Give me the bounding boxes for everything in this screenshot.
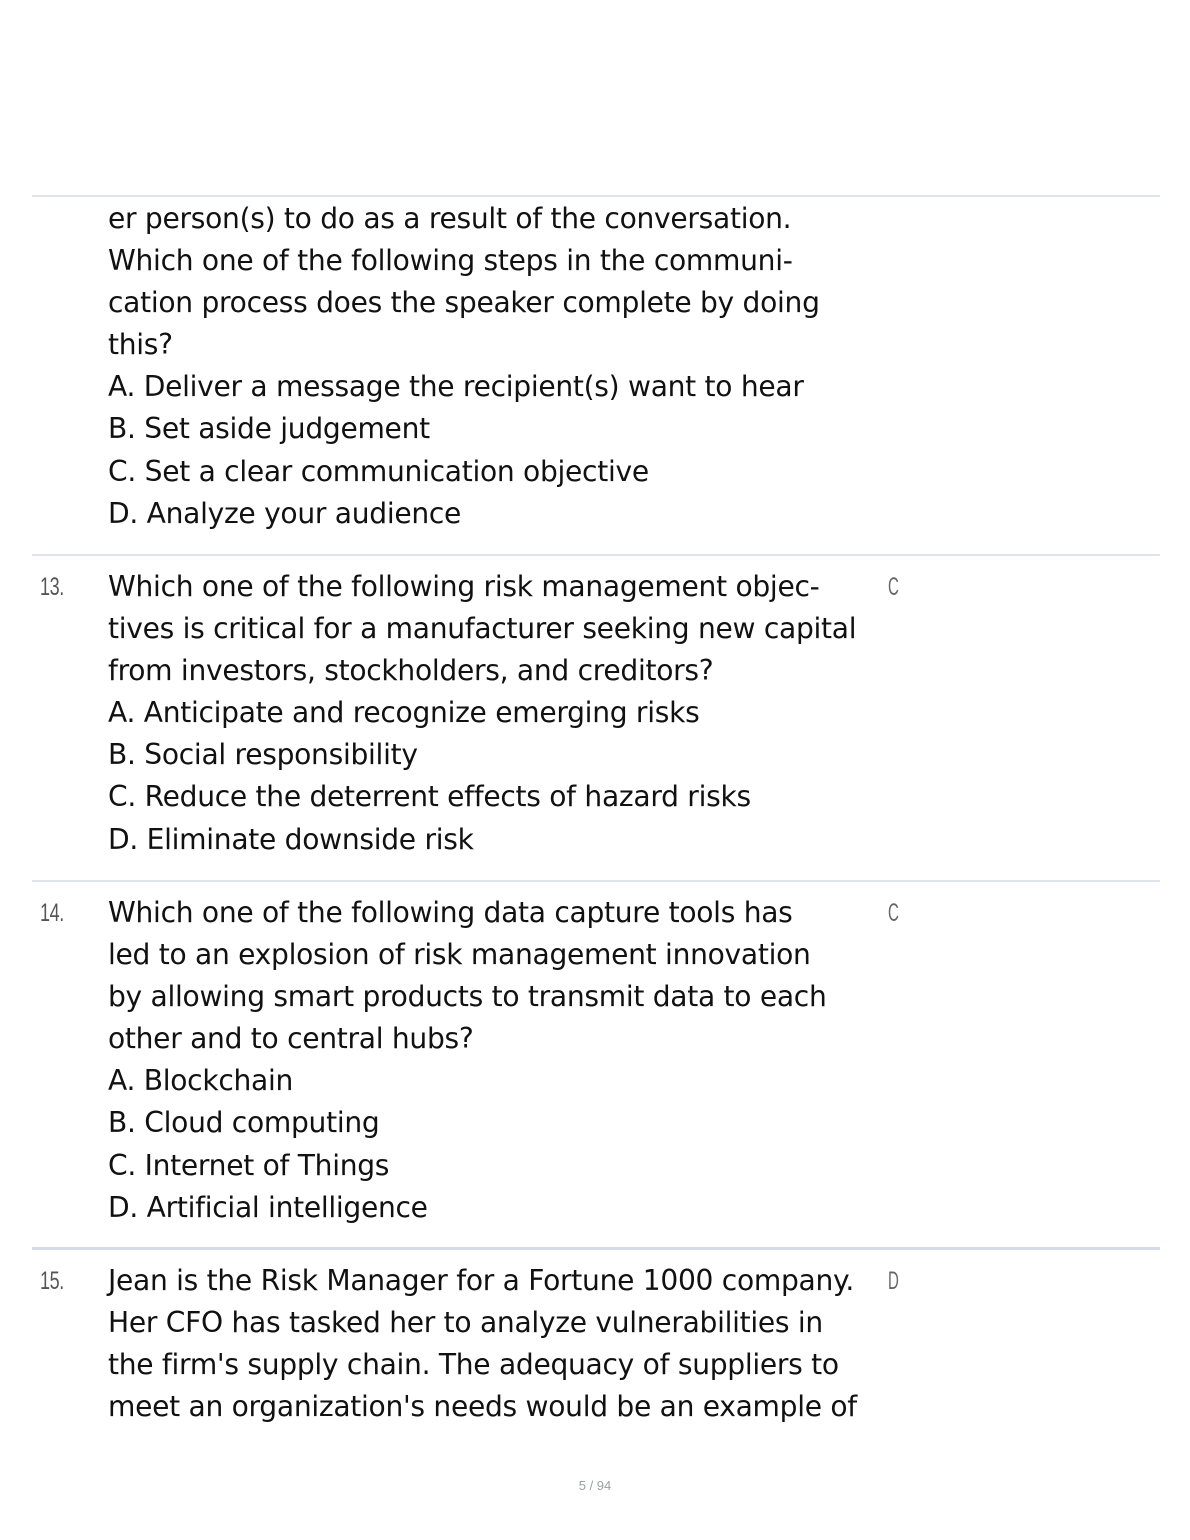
text-line: Jean is the Risk Manager for a Fortune 1000 company. (108, 1264, 855, 1297)
page-indicator: 5 / 94 (578, 1478, 612, 1493)
text-line: tives is critical for a manufacturer seeking new capital (108, 612, 857, 646)
text-line: Her CFO has tasked her to analyze vulnerabilities in (108, 1306, 823, 1340)
option-d: D. Analyze your audience (108, 496, 462, 530)
text-line: Which one of the following data capture tools has (108, 896, 793, 929)
question-text (108, 892, 898, 1229)
question-number: 14. (40, 899, 64, 927)
question-text (108, 198, 898, 535)
answer-key: C (888, 899, 899, 927)
answer-key: C (888, 573, 899, 601)
divider (32, 195, 1160, 197)
option-c: C. Internet of Things (108, 1148, 390, 1182)
text-line: from investors, stockholders, and creditors? (108, 654, 714, 688)
question-text (108, 566, 898, 861)
text-line: by allowing smart products to transmit data to each (108, 980, 827, 1014)
answer-key: D (888, 1267, 899, 1295)
question-text (108, 1260, 898, 1428)
text-line: this? (108, 328, 173, 362)
text-line: meet an organization's needs would be an example of (108, 1390, 857, 1424)
option-d: D. Eliminate downside risk (108, 822, 474, 856)
divider (32, 880, 1160, 882)
option-c: C. Set a clear communication objective (108, 454, 649, 488)
question-number: 13. (40, 573, 64, 601)
option-a: A. Anticipate and recognize emerging risks (108, 696, 700, 730)
option-a: A. Deliver a message the recipient(s) want to hear (108, 370, 804, 404)
option-c: C. Reduce the deterrent effects of hazard risks (108, 780, 751, 814)
option-b: B. Cloud computing (108, 1106, 380, 1140)
text-line: cation process does the speaker complete by doing (108, 286, 820, 320)
text-line: Which one of the following steps in the communi- (108, 244, 793, 278)
question-number: 15. (40, 1267, 64, 1295)
text-line: led to an explosion of risk management innovation (108, 938, 811, 972)
text-line: Which one of the following risk management objec- (108, 570, 820, 603)
divider (32, 554, 1160, 556)
text-line: the firm's supply chain. The adequacy of suppliers to (108, 1348, 839, 1382)
divider (32, 1247, 1160, 1250)
option-b: B. Social responsibility (108, 738, 418, 772)
option-b: B. Set aside judgement (108, 412, 430, 446)
text-line: other and to central hubs? (108, 1022, 474, 1056)
option-a: A. Blockchain (108, 1064, 294, 1098)
option-d: D. Artificial intelligence (108, 1190, 428, 1224)
text-line: er person(s) to do as a result of the conversation. (108, 202, 792, 235)
